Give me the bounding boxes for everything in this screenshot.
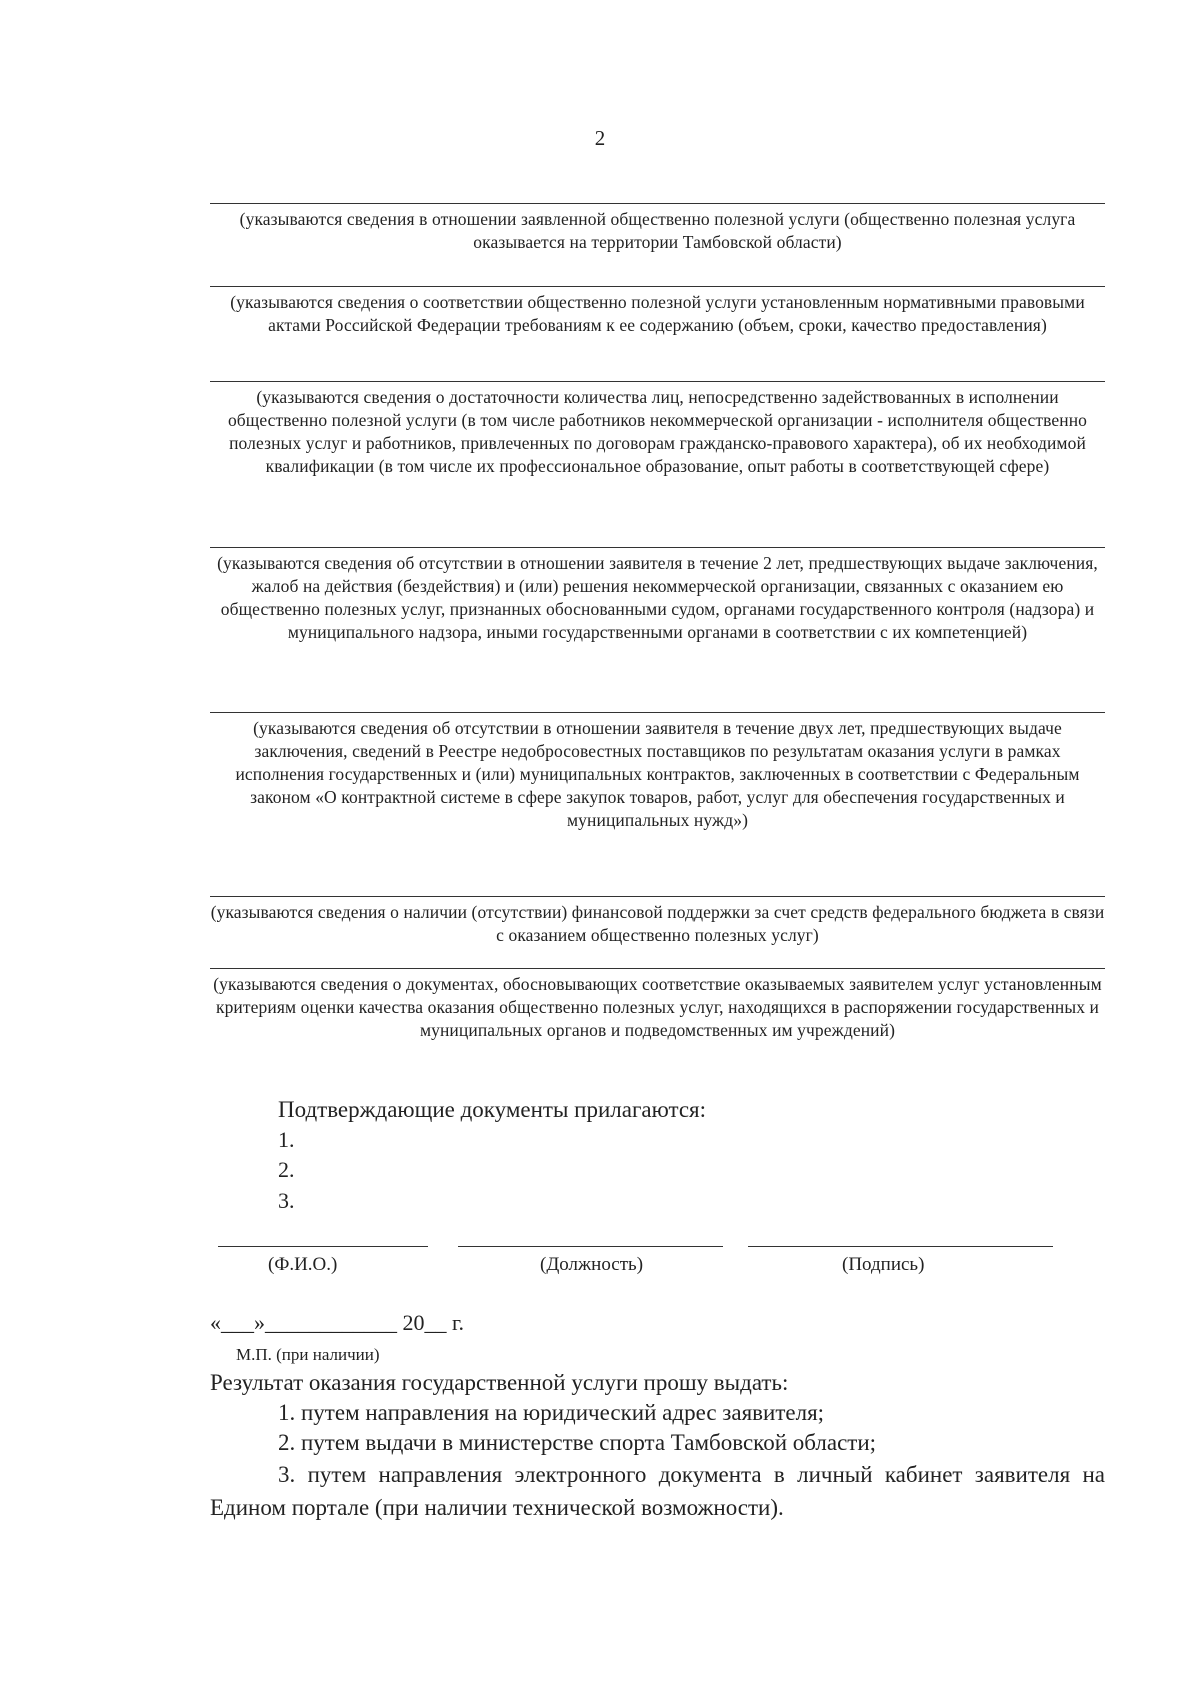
result-option-3[interactable]: 3. путем направления электронного документа в личный кабинет заявителя на Едином портале (при наличии технической возможности).	[210, 1462, 1105, 1520]
info-caption: (указываются сведения о наличии (отсутствии) финансовой поддержки за счет средств федерального бюджета в связи с оказанием общественно полезных услуг)	[210, 902, 1105, 945]
info-caption: (указываются сведения в отношении заявленной общественно полезной услуги (общественно полезная услуга оказывается на территории Тамбовской области)	[239, 209, 1076, 252]
info-caption: (указываются сведения о соответствии общественно полезной услуги установленным нормативными правовыми актами Российской Федерации требованиям к ее содержанию (объем, сроки, качество предоставления)	[230, 292, 1085, 335]
blank-line[interactable]	[210, 968, 1105, 969]
info-block-financing	[210, 896, 1105, 947]
date-field[interactable]: «___»____________ 20__ г.	[210, 1310, 465, 1335]
blank-line[interactable]	[210, 712, 1105, 713]
position-label: (Должность)	[540, 1254, 644, 1275]
attachment-item-1[interactable]: 1.	[278, 1127, 295, 1152]
result-title: Результат оказания государственной услуги прошу выдать:	[210, 1370, 789, 1395]
info-caption: (указываются сведения о документах, обосновывающих соответствие оказываемых заявителем услуг установленным критериям оценки качества оказания общественно полезных услуг, находящихся в распоряжении государственных и муниципальных органов и подведомственных им учреждений)	[213, 974, 1102, 1040]
info-block-registry	[210, 712, 1105, 832]
attachment-item-2[interactable]: 2.	[278, 1157, 295, 1182]
blank-line[interactable]	[210, 203, 1105, 204]
info-block-staff	[210, 381, 1105, 478]
signature-line[interactable]	[748, 1246, 1053, 1247]
info-block-documents	[210, 968, 1105, 1042]
attachment-item-3[interactable]: 3.	[278, 1188, 295, 1213]
result-option-2[interactable]: 2. путем выдачи в министерстве спорта Тамбовской области;	[278, 1430, 877, 1455]
blank-line[interactable]	[210, 896, 1105, 897]
result-option-1[interactable]: 1. путем направления на юридический адрес заявителя;	[278, 1400, 825, 1425]
name-label: (Ф.И.О.)	[268, 1254, 338, 1275]
info-block-compliance	[210, 286, 1105, 337]
blank-line[interactable]	[210, 286, 1105, 287]
info-block-complaints	[210, 547, 1105, 644]
info-block-service	[210, 203, 1105, 254]
position-signature-line[interactable]	[458, 1246, 723, 1247]
name-signature-line[interactable]	[218, 1246, 428, 1247]
attachments-title: Подтверждающие документы прилагаются:	[278, 1097, 707, 1122]
blank-line[interactable]	[210, 547, 1105, 548]
page-number: 2	[594, 126, 606, 150]
blank-line[interactable]	[210, 381, 1105, 382]
info-caption: (указываются сведения об отсутствии в отношении заявителя в течение двух лет, предшествующих выдаче заключения, сведений в Реестре недобросовестных поставщиков по результатам оказания услуги в рамках исполнения государственных и (или) муниципальных контрактов, заключенных в соответствии с Федеральным законом «О контрактной системе в сфере закупок товаров, работ, услуг для обеспечения государственных и муниципальных нужд»)	[235, 718, 1080, 830]
info-caption: (указываются сведения об отсутствии в отношении заявителя в течение 2 лет, предшествующих выдаче заключения, жалоб на действия (бездействия) и (или) решения некоммерческой организации, связанных с оказанием ею общественно полезных услуг, признанных обоснованными судом, органами государственного контроля (надзора) и муниципального надзора, иными государственными органами в соответствии с их компетенцией)	[217, 553, 1098, 642]
info-caption: (указываются сведения о достаточности количества лиц, непосредственно задействованных в исполнении общественно полезной услуги (в том числе работников некоммерческой организации - исполнителя общественно полезных услуг и работников, привлеченных по договорам гражданско-правового характера), об их необходимой квалификации (в том числе их профессиональное образование, опыт работы в соответствующей сфере)	[227, 387, 1088, 476]
stamp-note: М.П. (при наличии)	[236, 1345, 380, 1364]
signature-label: (Подпись)	[842, 1254, 925, 1275]
